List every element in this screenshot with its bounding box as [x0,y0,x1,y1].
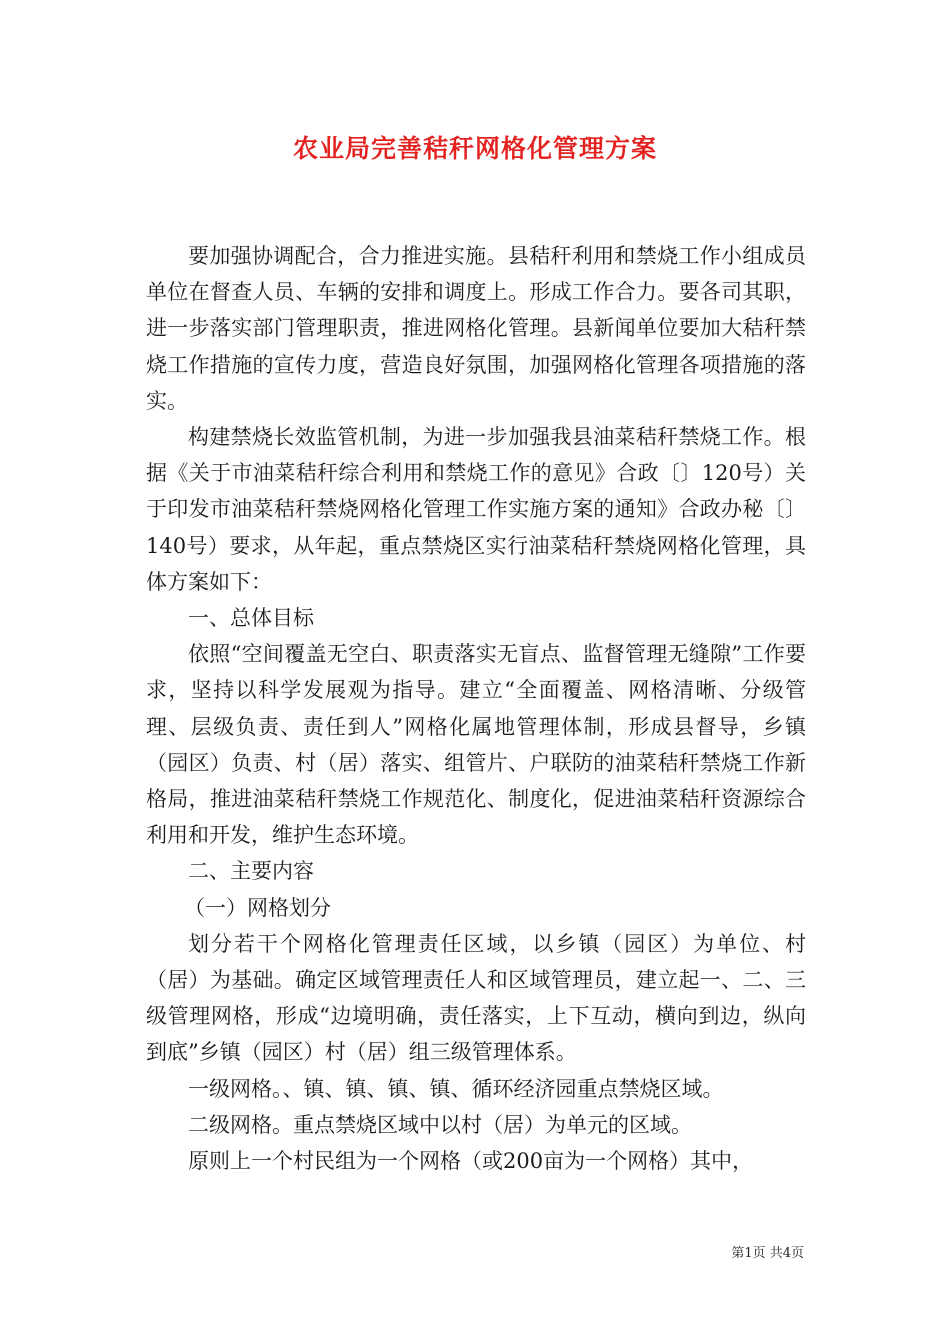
paragraph-mechanism: 构建禁烧长效监管机制，为进一步加强我县油菜秸秆禁烧工作。根据《关于市油菜秸秆综合利用和禁烧工作的意见》合政〔〕120号）关于印发市油菜秸秆禁烧网格化管理工作实施方案的通知》合政办秘〔〕140号）要求，从年起，重点禁烧区实行油菜秸秆禁烧网格化管理，具体方案如下： [146,425,806,594]
paragraph-level-two-grid: 二级网格。重点禁烧区域中以村（居）为单元的区域。 [188,1112,692,1137]
document-title: 农业局完善秸秆网格化管理方案 [292,134,657,163]
paragraph-goal-content: 依照“空间覆盖无空白、职责落实无盲点、监督管理无缝隙”工作要求，坚持以科学发展观为指导。建立“全面覆盖、网格清晰、分级管理、层级负责、责任到人”网格化属地管理体制，形成县督导，乡镇（园区）负责、村（居）落实、组管片、户联防的油菜秸秆禁烧工作新格局，推进油菜秸秆禁烧工作规范化、制度化，促进油菜秸秆资源综合利用和开发，维护生态环境。 [146,642,806,848]
heading-main-content: 二、主要内容 [188,859,314,884]
paragraph-grid-principle: 原则上一个村民组为一个网格（或200亩为一个网格）其中， [188,1149,754,1174]
document-body [146,238,806,1179]
heading-grid-division: （一）网格划分 [184,895,331,920]
paragraph-coordination: 要加强协调配合，合力推进实施。县秸秆利用和禁烧工作小组成员单位在督查人员、车辆的安排和调度上。形成工作合力。要各司其职，进一步落实部门管理职责，推进网格化管理。县新闻单位要加大秸秆禁烧工作措施的宣传力度，营造良好氛围，加强网格化管理各项措施的落实。 [146,244,806,413]
paragraph-grid-division: 划分若干个网格化管理责任区域，以乡镇（园区）为单位、村（居）为基础。确定区域管理责任人和区域管理员，建立起一、二、三级管理网格，形成“边境明确，责任落实，上下互动，横向到边，纵向到底”乡镇（园区）村（居）组三级管理体系。 [146,931,806,1065]
paragraph-level-one-grid: 一级网格。、镇、镇、镇、镇、循环经济园重点禁烧区域。 [188,1076,724,1101]
page-number: 第1页 共4页 [731,1246,804,1261]
heading-overall-goal: 一、总体目标 [188,606,314,631]
